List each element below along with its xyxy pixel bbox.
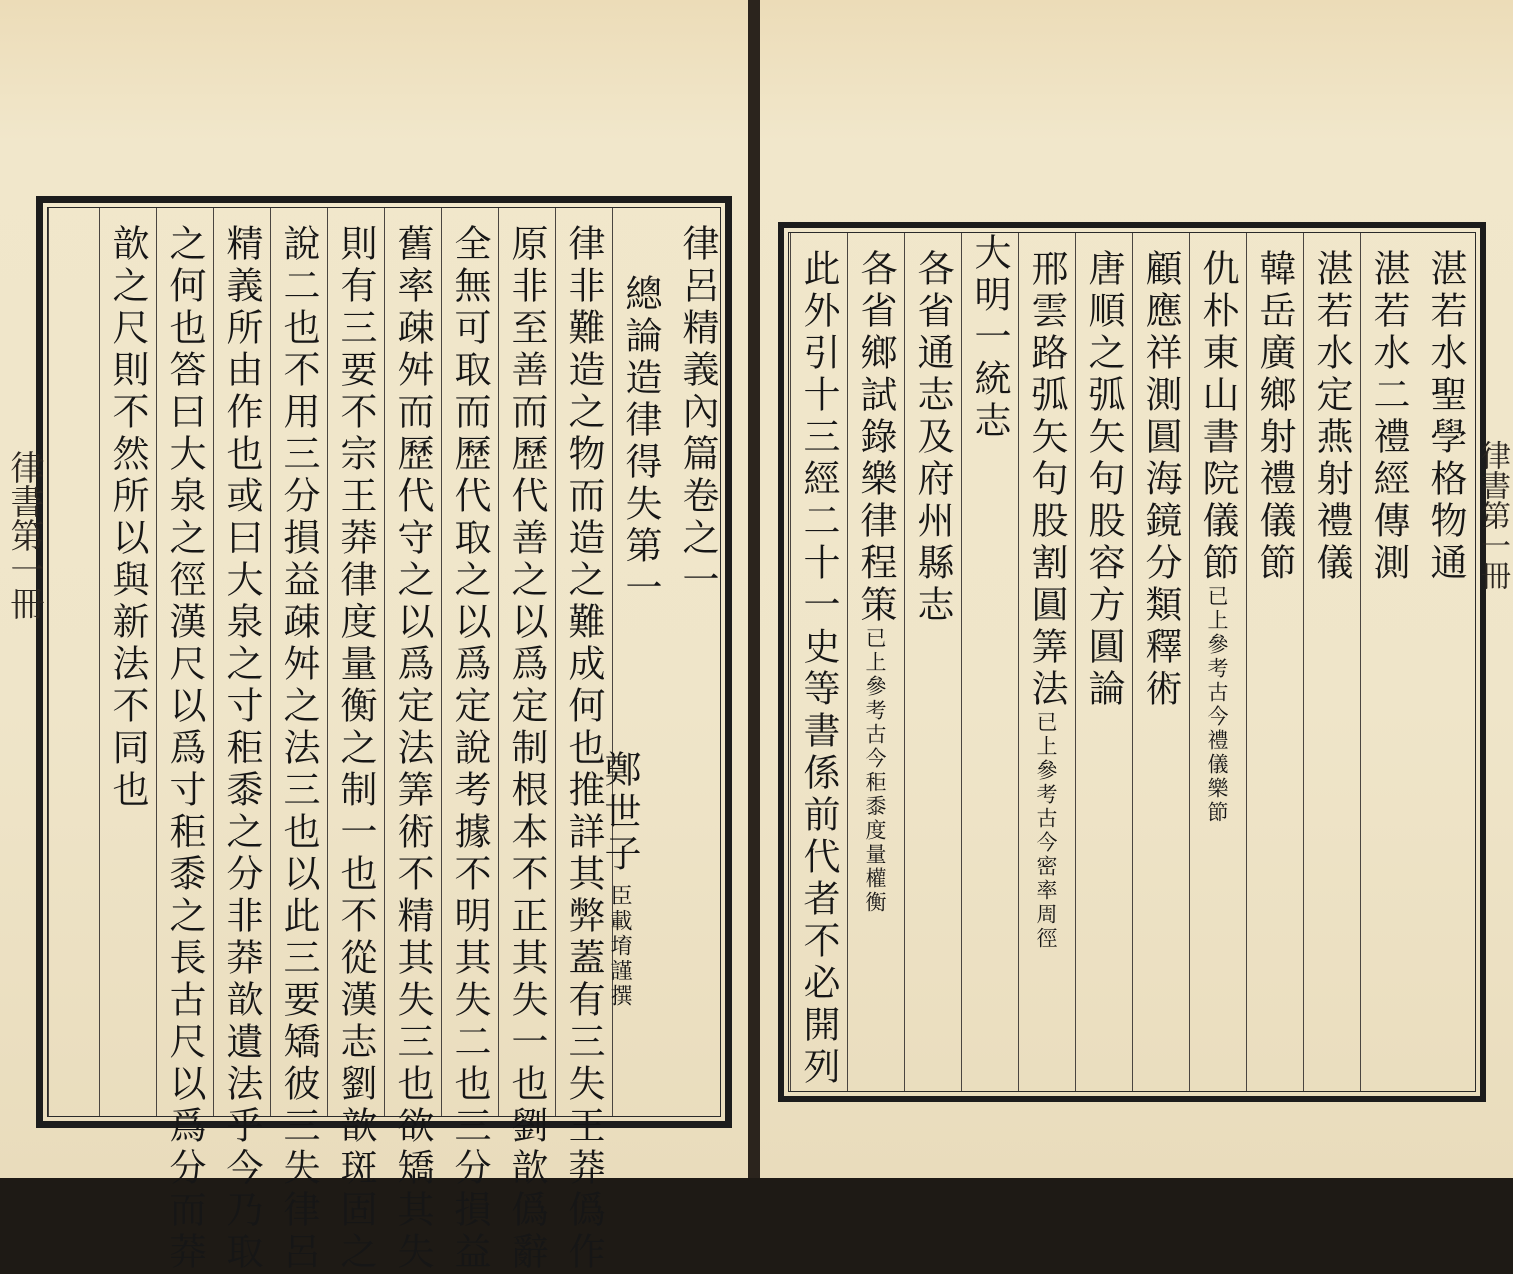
text-line: 原非至善而歷代善之以爲定制根本不正其失一也劉歆僞辭 [505,224,548,1274]
blank-column [48,208,99,1116]
author-name: 鄭世子 [598,750,641,876]
author-signature [592,750,646,1009]
text-column-8 [156,208,213,1274]
entry-column-9 [961,233,1018,1091]
entry-text: 仇朴東山書院儀節 [1196,249,1239,585]
text-line: 精義所由作也或曰大泉之寸秬黍之分非莽歆遺法乎今乃取 [220,224,263,1274]
entry-column-3 [1303,233,1360,1091]
book-gutter [748,0,760,1178]
text-column-2 [498,208,555,1274]
right-edge-label: 律書第一冊 [1475,440,1510,590]
text-line: 歆之尺則不然所以與新法不同也 [106,224,149,812]
entry-text: 此外引十三經二十一史等書係前代者不必開列 [797,249,840,1089]
text-column-7 [213,208,270,1274]
text-column-6 [270,208,327,1274]
section-heading: 總論造律得失第一 [619,274,662,610]
entry-column-7 [1075,233,1132,1091]
volume-title-text: 律呂精義內篇卷之一 [676,224,719,602]
entry-text: 大明一統志 [968,233,1011,443]
entry-note: 已上參考古今密率周徑 [1034,711,1058,951]
entry-column-5 [1189,233,1246,1091]
entry-column-11 [847,233,904,1091]
entry-column-12 [790,233,847,1091]
entry-column-4 [1246,233,1303,1091]
left-edge-label: 律書第一冊 [4,450,44,620]
text-line: 說二也不用三分損益疎舛之法三也以此三要矯彼三失律呂 [277,224,320,1274]
entry-text: 各省通志及府州縣志 [911,249,954,627]
text-line: 律非難造之物而造之難成何也推詳其弊蓋有三失王莽僞作 [562,224,605,1274]
entry-text: 邢雲路弧矢句股割圓筭法 [1025,249,1068,711]
entry-column-2 [1360,233,1417,1091]
right-page-inner-border [788,232,1476,1092]
entry-text: 湛若水聖學格物通 [1424,249,1467,585]
entry-column-8 [1018,233,1075,1091]
entry-column-10 [904,233,961,1091]
entry-column-6 [1132,233,1189,1091]
text-line: 之何也答曰大泉之徑漢尺以爲寸秬黍之長古尺以爲分而莽 [163,224,206,1274]
volume-title [669,208,726,1116]
entry-text: 湛若水定燕射禮儀 [1310,249,1353,585]
entry-text: 各省鄉試錄樂律程策 [854,249,897,627]
text-column-9 [99,208,156,1116]
text-line: 舊率疎舛而歷代守之以爲定法筭術不精其失三也欲矯其失 [391,224,434,1274]
text-column-4 [384,208,441,1274]
entry-text: 湛若水二禮經傳測 [1367,249,1410,585]
author-note: 臣載堉謹撰 [607,884,632,1009]
right-page [760,0,1513,1178]
text-line: 則有三要不宗王莽律度量衡之制一也不從漢志劉歆斑固之 [334,224,377,1274]
entry-text: 顧應祥測圓海鏡分類釋術 [1139,249,1182,711]
entry-text: 唐順之弧矢句股容方圓論 [1082,249,1125,711]
text-column-5 [327,208,384,1274]
right-page-frame [778,222,1486,1102]
entry-text: 韓岳廣鄉射禮儀節 [1253,249,1296,585]
entry-column-1 [1417,233,1474,1091]
text-line: 全無可取而歷代取之以爲定說考據不明其失二也三分損益 [448,224,491,1274]
entry-note: 已上參考古今禮儀樂節 [1205,585,1229,825]
left-page [0,0,748,1274]
text-column-3 [441,208,498,1274]
entry-note: 已上參考古今秬黍度量權衡 [863,627,887,915]
